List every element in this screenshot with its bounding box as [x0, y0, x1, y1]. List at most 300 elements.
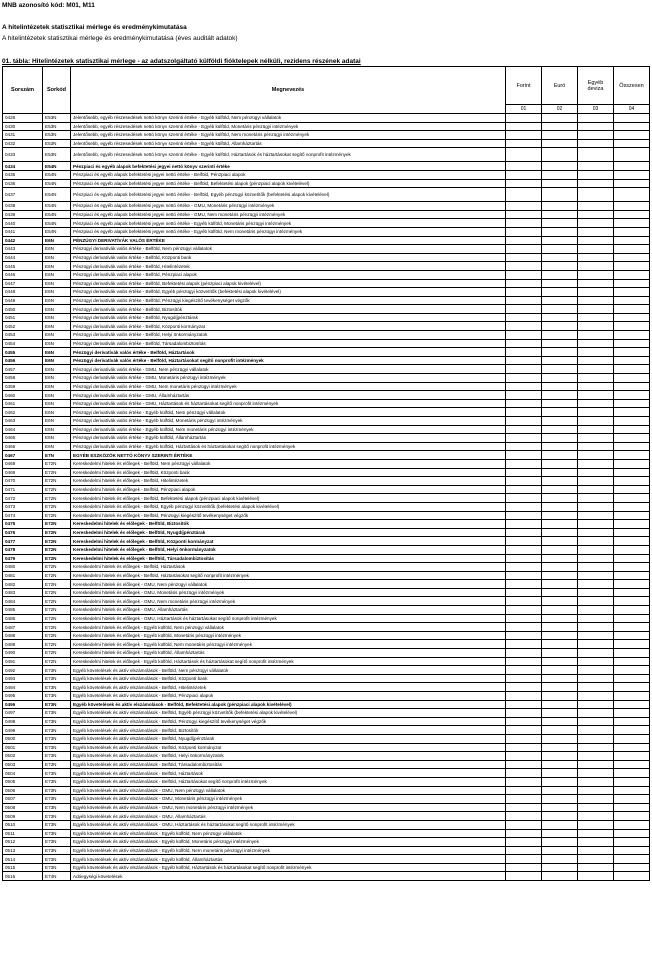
- cell-egyeb-deviza[interactable]: [578, 288, 614, 297]
- cell-osszesen[interactable]: [614, 494, 650, 503]
- cell-euro[interactable]: [542, 365, 578, 374]
- cell-forint[interactable]: [506, 743, 542, 752]
- cell-egyeb-deviza[interactable]: [578, 122, 614, 131]
- cell-osszesen[interactable]: [614, 872, 650, 881]
- cell-egyeb-deviza[interactable]: [578, 520, 614, 529]
- cell-egyeb-deviza[interactable]: [578, 227, 614, 236]
- cell-forint[interactable]: [506, 305, 542, 314]
- cell-euro[interactable]: [542, 279, 578, 288]
- cell-euro[interactable]: [542, 640, 578, 649]
- cell-egyeb-deviza[interactable]: [578, 179, 614, 188]
- cell-egyeb-deviza[interactable]: [578, 545, 614, 554]
- cell-euro[interactable]: [542, 114, 578, 123]
- cell-forint[interactable]: [506, 700, 542, 709]
- cell-forint[interactable]: [506, 563, 542, 572]
- cell-egyeb-deviza[interactable]: [578, 477, 614, 486]
- cell-forint[interactable]: [506, 253, 542, 262]
- cell-euro[interactable]: [542, 296, 578, 305]
- cell-euro[interactable]: [542, 855, 578, 864]
- cell-egyeb-deviza[interactable]: [578, 236, 614, 245]
- cell-osszesen[interactable]: [614, 571, 650, 580]
- cell-egyeb-deviza[interactable]: [578, 219, 614, 228]
- cell-egyeb-deviza[interactable]: [578, 683, 614, 692]
- cell-euro[interactable]: [542, 374, 578, 383]
- cell-egyeb-deviza[interactable]: [578, 434, 614, 443]
- cell-osszesen[interactable]: [614, 726, 650, 735]
- cell-egyeb-deviza[interactable]: [578, 537, 614, 546]
- cell-forint[interactable]: [506, 872, 542, 881]
- cell-euro[interactable]: [542, 752, 578, 761]
- cell-forint[interactable]: [506, 331, 542, 340]
- cell-forint[interactable]: [506, 588, 542, 597]
- cell-osszesen[interactable]: [614, 769, 650, 778]
- cell-osszesen[interactable]: [614, 114, 650, 123]
- cell-euro[interactable]: [542, 709, 578, 718]
- cell-forint[interactable]: [506, 425, 542, 434]
- cell-euro[interactable]: [542, 313, 578, 322]
- cell-egyeb-deviza[interactable]: [578, 279, 614, 288]
- cell-osszesen[interactable]: [614, 528, 650, 537]
- cell-euro[interactable]: [542, 322, 578, 331]
- cell-osszesen[interactable]: [614, 408, 650, 417]
- cell-euro[interactable]: [542, 717, 578, 726]
- cell-egyeb-deviza[interactable]: [578, 382, 614, 391]
- cell-euro[interactable]: [542, 588, 578, 597]
- cell-osszesen[interactable]: [614, 322, 650, 331]
- cell-egyeb-deviza[interactable]: [578, 863, 614, 872]
- cell-forint[interactable]: [506, 709, 542, 718]
- cell-forint[interactable]: [506, 485, 542, 494]
- cell-osszesen[interactable]: [614, 657, 650, 666]
- cell-osszesen[interactable]: [614, 468, 650, 477]
- cell-osszesen[interactable]: [614, 829, 650, 838]
- cell-euro[interactable]: [542, 170, 578, 179]
- cell-euro[interactable]: [542, 451, 578, 460]
- cell-forint[interactable]: [506, 726, 542, 735]
- cell-osszesen[interactable]: [614, 863, 650, 872]
- cell-forint[interactable]: [506, 692, 542, 701]
- cell-forint[interactable]: [506, 417, 542, 426]
- cell-osszesen[interactable]: [614, 236, 650, 245]
- cell-egyeb-deviza[interactable]: [578, 872, 614, 881]
- cell-osszesen[interactable]: [614, 382, 650, 391]
- cell-forint[interactable]: [506, 494, 542, 503]
- cell-forint[interactable]: [506, 468, 542, 477]
- cell-osszesen[interactable]: [614, 588, 650, 597]
- cell-egyeb-deviza[interactable]: [578, 752, 614, 761]
- cell-osszesen[interactable]: [614, 606, 650, 615]
- cell-euro[interactable]: [542, 417, 578, 426]
- cell-forint[interactable]: [506, 769, 542, 778]
- cell-osszesen[interactable]: [614, 734, 650, 743]
- cell-egyeb-deviza[interactable]: [578, 331, 614, 340]
- cell-euro[interactable]: [542, 305, 578, 314]
- cell-forint[interactable]: [506, 631, 542, 640]
- cell-osszesen[interactable]: [614, 614, 650, 623]
- cell-egyeb-deviza[interactable]: [578, 114, 614, 123]
- cell-forint[interactable]: [506, 846, 542, 855]
- cell-forint[interactable]: [506, 855, 542, 864]
- cell-forint[interactable]: [506, 554, 542, 563]
- cell-forint[interactable]: [506, 148, 542, 162]
- cell-osszesen[interactable]: [614, 356, 650, 365]
- cell-osszesen[interactable]: [614, 417, 650, 426]
- cell-osszesen[interactable]: [614, 305, 650, 314]
- cell-forint[interactable]: [506, 170, 542, 179]
- cell-egyeb-deviza[interactable]: [578, 270, 614, 279]
- cell-egyeb-deviza[interactable]: [578, 356, 614, 365]
- cell-forint[interactable]: [506, 288, 542, 297]
- cell-forint[interactable]: [506, 812, 542, 821]
- cell-forint[interactable]: [506, 640, 542, 649]
- cell-osszesen[interactable]: [614, 262, 650, 271]
- cell-egyeb-deviza[interactable]: [578, 623, 614, 632]
- cell-osszesen[interactable]: [614, 374, 650, 383]
- cell-egyeb-deviza[interactable]: [578, 640, 614, 649]
- cell-euro[interactable]: [542, 597, 578, 606]
- cell-osszesen[interactable]: [614, 339, 650, 348]
- cell-forint[interactable]: [506, 139, 542, 148]
- cell-euro[interactable]: [542, 202, 578, 211]
- cell-osszesen[interactable]: [614, 162, 650, 171]
- cell-osszesen[interactable]: [614, 502, 650, 511]
- cell-egyeb-deviza[interactable]: [578, 425, 614, 434]
- cell-forint[interactable]: [506, 114, 542, 123]
- cell-osszesen[interactable]: [614, 846, 650, 855]
- cell-egyeb-deviza[interactable]: [578, 709, 614, 718]
- cell-forint[interactable]: [506, 838, 542, 847]
- cell-euro[interactable]: [542, 382, 578, 391]
- cell-egyeb-deviza[interactable]: [578, 391, 614, 400]
- cell-euro[interactable]: [542, 399, 578, 408]
- cell-forint[interactable]: [506, 442, 542, 451]
- cell-euro[interactable]: [542, 139, 578, 148]
- cell-osszesen[interactable]: [614, 219, 650, 228]
- cell-euro[interactable]: [542, 760, 578, 769]
- cell-euro[interactable]: [542, 253, 578, 262]
- cell-osszesen[interactable]: [614, 399, 650, 408]
- cell-egyeb-deviza[interactable]: [578, 262, 614, 271]
- cell-osszesen[interactable]: [614, 477, 650, 486]
- cell-euro[interactable]: [542, 477, 578, 486]
- cell-euro[interactable]: [542, 545, 578, 554]
- cell-egyeb-deviza[interactable]: [578, 365, 614, 374]
- cell-euro[interactable]: [542, 537, 578, 546]
- cell-osszesen[interactable]: [614, 537, 650, 546]
- cell-euro[interactable]: [542, 554, 578, 563]
- cell-egyeb-deviza[interactable]: [578, 649, 614, 658]
- cell-osszesen[interactable]: [614, 700, 650, 709]
- cell-forint[interactable]: [506, 829, 542, 838]
- cell-osszesen[interactable]: [614, 631, 650, 640]
- cell-egyeb-deviza[interactable]: [578, 245, 614, 254]
- cell-forint[interactable]: [506, 614, 542, 623]
- cell-osszesen[interactable]: [614, 743, 650, 752]
- cell-egyeb-deviza[interactable]: [578, 734, 614, 743]
- cell-osszesen[interactable]: [614, 245, 650, 254]
- cell-euro[interactable]: [542, 734, 578, 743]
- cell-osszesen[interactable]: [614, 683, 650, 692]
- cell-euro[interactable]: [542, 236, 578, 245]
- cell-osszesen[interactable]: [614, 131, 650, 140]
- cell-egyeb-deviza[interactable]: [578, 210, 614, 219]
- cell-euro[interactable]: [542, 649, 578, 658]
- cell-osszesen[interactable]: [614, 649, 650, 658]
- cell-osszesen[interactable]: [614, 803, 650, 812]
- cell-euro[interactable]: [542, 288, 578, 297]
- cell-osszesen[interactable]: [614, 459, 650, 468]
- cell-egyeb-deviza[interactable]: [578, 855, 614, 864]
- cell-egyeb-deviza[interactable]: [578, 528, 614, 537]
- cell-euro[interactable]: [542, 863, 578, 872]
- cell-euro[interactable]: [542, 348, 578, 357]
- cell-egyeb-deviza[interactable]: [578, 795, 614, 804]
- cell-osszesen[interactable]: [614, 820, 650, 829]
- cell-osszesen[interactable]: [614, 812, 650, 821]
- cell-forint[interactable]: [506, 597, 542, 606]
- cell-euro[interactable]: [542, 580, 578, 589]
- cell-egyeb-deviza[interactable]: [578, 305, 614, 314]
- cell-forint[interactable]: [506, 571, 542, 580]
- cell-forint[interactable]: [506, 606, 542, 615]
- cell-euro[interactable]: [542, 131, 578, 140]
- cell-osszesen[interactable]: [614, 520, 650, 529]
- cell-osszesen[interactable]: [614, 348, 650, 357]
- cell-egyeb-deviza[interactable]: [578, 451, 614, 460]
- cell-euro[interactable]: [542, 122, 578, 131]
- cell-euro[interactable]: [542, 812, 578, 821]
- cell-egyeb-deviza[interactable]: [578, 139, 614, 148]
- cell-osszesen[interactable]: [614, 623, 650, 632]
- cell-euro[interactable]: [542, 666, 578, 675]
- cell-forint[interactable]: [506, 122, 542, 131]
- cell-osszesen[interactable]: [614, 709, 650, 718]
- cell-forint[interactable]: [506, 391, 542, 400]
- cell-osszesen[interactable]: [614, 451, 650, 460]
- cell-egyeb-deviza[interactable]: [578, 700, 614, 709]
- cell-forint[interactable]: [506, 131, 542, 140]
- cell-egyeb-deviza[interactable]: [578, 399, 614, 408]
- cell-egyeb-deviza[interactable]: [578, 322, 614, 331]
- cell-egyeb-deviza[interactable]: [578, 829, 614, 838]
- cell-egyeb-deviza[interactable]: [578, 494, 614, 503]
- cell-osszesen[interactable]: [614, 855, 650, 864]
- cell-euro[interactable]: [542, 468, 578, 477]
- cell-egyeb-deviza[interactable]: [578, 666, 614, 675]
- cell-osszesen[interactable]: [614, 122, 650, 131]
- cell-euro[interactable]: [542, 245, 578, 254]
- cell-egyeb-deviza[interactable]: [578, 760, 614, 769]
- cell-forint[interactable]: [506, 382, 542, 391]
- cell-osszesen[interactable]: [614, 270, 650, 279]
- cell-forint[interactable]: [506, 649, 542, 658]
- cell-osszesen[interactable]: [614, 313, 650, 322]
- cell-osszesen[interactable]: [614, 434, 650, 443]
- cell-egyeb-deviza[interactable]: [578, 743, 614, 752]
- cell-osszesen[interactable]: [614, 795, 650, 804]
- cell-euro[interactable]: [542, 485, 578, 494]
- cell-forint[interactable]: [506, 188, 542, 202]
- cell-forint[interactable]: [506, 179, 542, 188]
- cell-euro[interactable]: [542, 391, 578, 400]
- cell-euro[interactable]: [542, 502, 578, 511]
- cell-osszesen[interactable]: [614, 666, 650, 675]
- cell-forint[interactable]: [506, 863, 542, 872]
- cell-egyeb-deviza[interactable]: [578, 777, 614, 786]
- cell-euro[interactable]: [542, 563, 578, 572]
- cell-euro[interactable]: [542, 777, 578, 786]
- cell-egyeb-deviza[interactable]: [578, 563, 614, 572]
- cell-egyeb-deviza[interactable]: [578, 170, 614, 179]
- cell-egyeb-deviza[interactable]: [578, 614, 614, 623]
- cell-egyeb-deviza[interactable]: [578, 442, 614, 451]
- cell-euro[interactable]: [542, 683, 578, 692]
- cell-forint[interactable]: [506, 399, 542, 408]
- cell-euro[interactable]: [542, 356, 578, 365]
- cell-osszesen[interactable]: [614, 210, 650, 219]
- cell-forint[interactable]: [506, 162, 542, 171]
- cell-osszesen[interactable]: [614, 717, 650, 726]
- cell-egyeb-deviza[interactable]: [578, 162, 614, 171]
- cell-egyeb-deviza[interactable]: [578, 348, 614, 357]
- cell-osszesen[interactable]: [614, 640, 650, 649]
- cell-euro[interactable]: [542, 846, 578, 855]
- cell-forint[interactable]: [506, 717, 542, 726]
- cell-osszesen[interactable]: [614, 597, 650, 606]
- cell-osszesen[interactable]: [614, 442, 650, 451]
- cell-euro[interactable]: [542, 520, 578, 529]
- cell-forint[interactable]: [506, 666, 542, 675]
- cell-osszesen[interactable]: [614, 554, 650, 563]
- cell-egyeb-deviza[interactable]: [578, 511, 614, 520]
- cell-forint[interactable]: [506, 322, 542, 331]
- cell-euro[interactable]: [542, 459, 578, 468]
- cell-euro[interactable]: [542, 820, 578, 829]
- cell-euro[interactable]: [542, 331, 578, 340]
- cell-osszesen[interactable]: [614, 188, 650, 202]
- cell-egyeb-deviza[interactable]: [578, 417, 614, 426]
- cell-forint[interactable]: [506, 219, 542, 228]
- cell-euro[interactable]: [542, 188, 578, 202]
- cell-forint[interactable]: [506, 202, 542, 211]
- cell-euro[interactable]: [542, 769, 578, 778]
- cell-forint[interactable]: [506, 580, 542, 589]
- cell-egyeb-deviza[interactable]: [578, 588, 614, 597]
- cell-forint[interactable]: [506, 786, 542, 795]
- cell-forint[interactable]: [506, 511, 542, 520]
- cell-egyeb-deviza[interactable]: [578, 374, 614, 383]
- cell-euro[interactable]: [542, 494, 578, 503]
- cell-forint[interactable]: [506, 451, 542, 460]
- cell-forint[interactable]: [506, 313, 542, 322]
- cell-egyeb-deviza[interactable]: [578, 692, 614, 701]
- cell-euro[interactable]: [542, 631, 578, 640]
- cell-osszesen[interactable]: [614, 786, 650, 795]
- cell-egyeb-deviza[interactable]: [578, 803, 614, 812]
- cell-egyeb-deviza[interactable]: [578, 468, 614, 477]
- cell-egyeb-deviza[interactable]: [578, 820, 614, 829]
- cell-euro[interactable]: [542, 511, 578, 520]
- cell-forint[interactable]: [506, 477, 542, 486]
- cell-egyeb-deviza[interactable]: [578, 812, 614, 821]
- cell-euro[interactable]: [542, 571, 578, 580]
- cell-forint[interactable]: [506, 683, 542, 692]
- cell-forint[interactable]: [506, 795, 542, 804]
- cell-osszesen[interactable]: [614, 545, 650, 554]
- cell-forint[interactable]: [506, 296, 542, 305]
- cell-forint[interactable]: [506, 374, 542, 383]
- cell-osszesen[interactable]: [614, 838, 650, 847]
- cell-egyeb-deviza[interactable]: [578, 253, 614, 262]
- cell-egyeb-deviza[interactable]: [578, 846, 614, 855]
- cell-egyeb-deviza[interactable]: [578, 188, 614, 202]
- cell-euro[interactable]: [542, 210, 578, 219]
- cell-osszesen[interactable]: [614, 253, 650, 262]
- cell-forint[interactable]: [506, 545, 542, 554]
- cell-egyeb-deviza[interactable]: [578, 606, 614, 615]
- cell-egyeb-deviza[interactable]: [578, 717, 614, 726]
- cell-euro[interactable]: [542, 872, 578, 881]
- cell-euro[interactable]: [542, 262, 578, 271]
- cell-euro[interactable]: [542, 674, 578, 683]
- cell-euro[interactable]: [542, 700, 578, 709]
- cell-egyeb-deviza[interactable]: [578, 838, 614, 847]
- cell-osszesen[interactable]: [614, 365, 650, 374]
- cell-forint[interactable]: [506, 408, 542, 417]
- cell-forint[interactable]: [506, 227, 542, 236]
- cell-forint[interactable]: [506, 270, 542, 279]
- cell-egyeb-deviza[interactable]: [578, 769, 614, 778]
- cell-egyeb-deviza[interactable]: [578, 657, 614, 666]
- cell-egyeb-deviza[interactable]: [578, 786, 614, 795]
- cell-euro[interactable]: [542, 408, 578, 417]
- cell-forint[interactable]: [506, 777, 542, 786]
- cell-euro[interactable]: [542, 339, 578, 348]
- cell-osszesen[interactable]: [614, 148, 650, 162]
- cell-euro[interactable]: [542, 270, 578, 279]
- cell-osszesen[interactable]: [614, 485, 650, 494]
- cell-osszesen[interactable]: [614, 139, 650, 148]
- cell-euro[interactable]: [542, 227, 578, 236]
- cell-forint[interactable]: [506, 657, 542, 666]
- cell-osszesen[interactable]: [614, 511, 650, 520]
- cell-osszesen[interactable]: [614, 777, 650, 786]
- cell-forint[interactable]: [506, 356, 542, 365]
- cell-euro[interactable]: [542, 148, 578, 162]
- cell-forint[interactable]: [506, 210, 542, 219]
- cell-forint[interactable]: [506, 752, 542, 761]
- cell-osszesen[interactable]: [614, 227, 650, 236]
- cell-euro[interactable]: [542, 726, 578, 735]
- cell-egyeb-deviza[interactable]: [578, 296, 614, 305]
- cell-egyeb-deviza[interactable]: [578, 131, 614, 140]
- cell-euro[interactable]: [542, 623, 578, 632]
- cell-egyeb-deviza[interactable]: [578, 502, 614, 511]
- cell-osszesen[interactable]: [614, 692, 650, 701]
- cell-forint[interactable]: [506, 623, 542, 632]
- cell-forint[interactable]: [506, 803, 542, 812]
- cell-forint[interactable]: [506, 434, 542, 443]
- cell-euro[interactable]: [542, 219, 578, 228]
- cell-euro[interactable]: [542, 692, 578, 701]
- cell-osszesen[interactable]: [614, 674, 650, 683]
- cell-euro[interactable]: [542, 425, 578, 434]
- cell-forint[interactable]: [506, 365, 542, 374]
- cell-euro[interactable]: [542, 606, 578, 615]
- cell-forint[interactable]: [506, 339, 542, 348]
- cell-egyeb-deviza[interactable]: [578, 631, 614, 640]
- cell-euro[interactable]: [542, 434, 578, 443]
